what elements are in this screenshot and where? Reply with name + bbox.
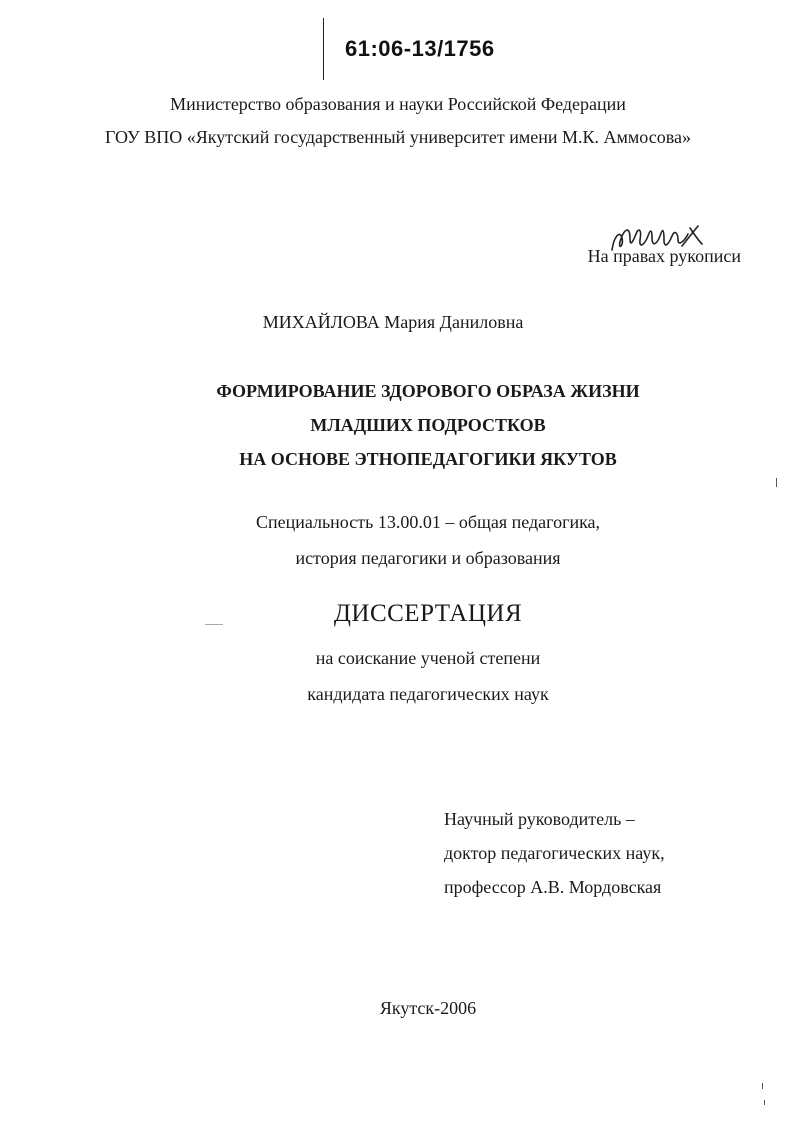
dissertation-title: [0, 374, 796, 476]
scan-speck: [776, 478, 777, 487]
author-name: МИХАЙЛОВА Мария Даниловна: [262, 312, 524, 332]
supervisor-block: [444, 802, 665, 904]
specialty-line: Специальность 13.00.01 – общая педагогика,: [255, 512, 601, 532]
scan-speck: [764, 1100, 765, 1105]
ministry-heading: Министерство образования и науки Российской Федерации: [170, 94, 626, 114]
supervisor-line: доктор педагогических наук,: [444, 843, 665, 863]
city-year: Якутск-2006: [379, 998, 477, 1018]
scan-speck: [205, 624, 223, 625]
title-line: МЛАДШИХ ПОДРОСТКОВ: [310, 415, 546, 435]
document-type-heading: ДИССЕРТАЦИЯ: [333, 600, 523, 627]
degree-block: [0, 640, 796, 712]
degree-line: на соискание ученой степени: [315, 648, 541, 668]
scan-speck: [762, 1083, 763, 1089]
specialty-block: [0, 504, 796, 576]
university-heading: ГОУ ВПО «Якутский государственный университет имени М.К. Аммосова»: [105, 127, 691, 147]
specialty-line: история педагогики и образования: [295, 548, 561, 568]
title-line: ФОРМИРОВАНИЕ ЗДОРОВОГО ОБРАЗА ЖИЗНИ: [216, 381, 640, 401]
title-line: НА ОСНОВЕ ЭТНОПЕДАГОГИКИ ЯКУТОВ: [239, 449, 617, 469]
stamp-divider: [323, 18, 324, 80]
manuscript-rights-note: На правах рукописи: [587, 246, 741, 266]
supervisor-line: профессор А.В. Мордовская: [444, 877, 662, 897]
catalog-stamp-code: 61:06-13/1756: [345, 36, 495, 61]
degree-line: кандидата педагогических наук: [307, 684, 549, 704]
supervisor-line: Научный руководитель –: [444, 809, 635, 829]
